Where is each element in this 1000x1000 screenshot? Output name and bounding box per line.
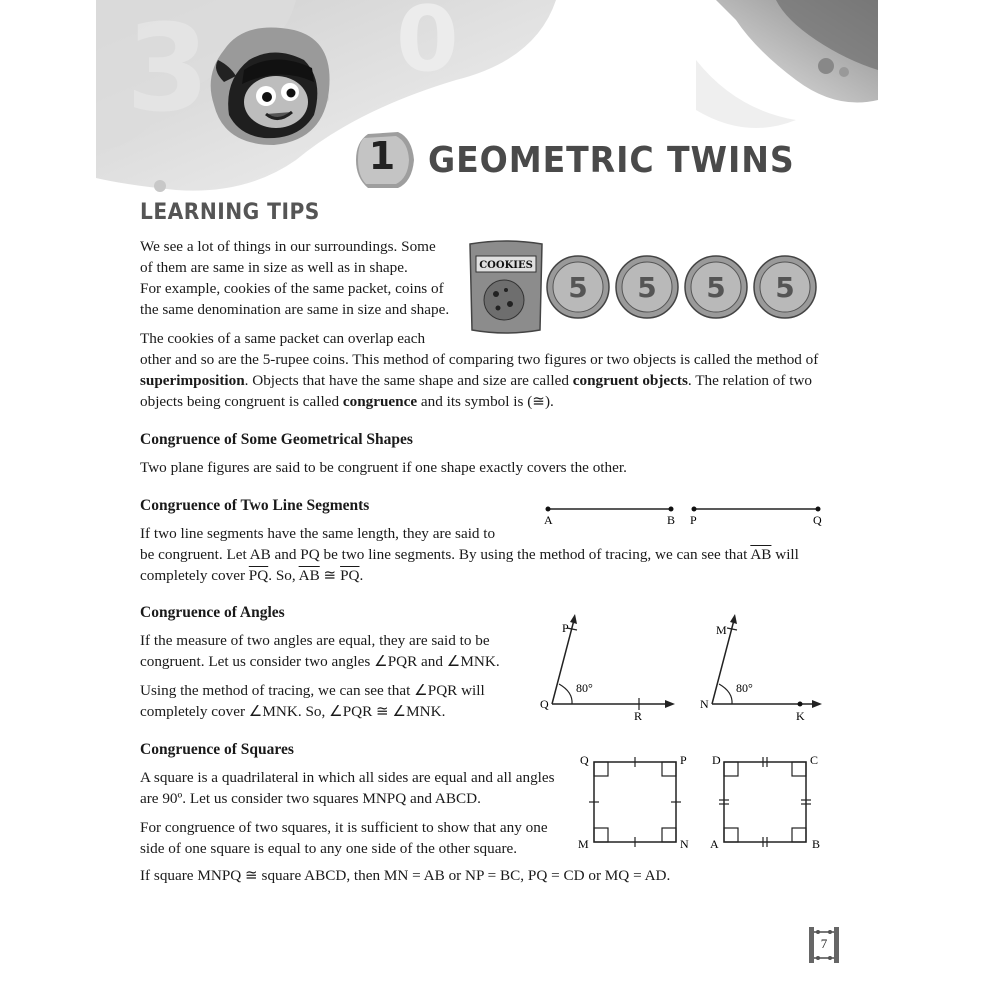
intro-line: We see a lot of things in our surroundings. Some bbox=[140, 238, 436, 255]
angles-line: Using the method of tracing, we can see that ∠PQR will bbox=[140, 682, 485, 699]
svg-text:3: 3 bbox=[126, 0, 210, 139]
page-number-badge bbox=[808, 926, 840, 964]
segments-line: completely cover $\overline{PQ}$. So, $\overline{AB}$ ≅ $\overline{PQ}$. bbox=[140, 567, 364, 584]
learning-tips-heading: LEARNING TIPS bbox=[140, 200, 320, 225]
five-rupee-coins-illustration bbox=[546, 254, 820, 320]
coin-value: 5 bbox=[568, 271, 588, 304]
angles-paragraph-1 bbox=[140, 630, 500, 672]
coin-value: 5 bbox=[637, 271, 657, 304]
intro-line: of them are same in size as well as in shape. bbox=[140, 259, 408, 276]
intro-line: For example, cookies of the same packet, coins of bbox=[140, 280, 444, 297]
shapes-section-heading: Congruence of Some Geometrical Shapes bbox=[140, 431, 413, 448]
chapter-title: GEOMETRIC TWINS bbox=[428, 140, 795, 181]
angle-mnk bbox=[700, 614, 822, 723]
segments-line: If two line segments have the same length, they are said to bbox=[140, 525, 496, 542]
label-p: P bbox=[562, 621, 569, 635]
label-q: Q bbox=[580, 753, 589, 767]
squares-paragraph-1 bbox=[140, 767, 555, 809]
overlap-line: The cookies of a same packet can overlap each bbox=[140, 330, 426, 347]
overlap-line: superimposition. Objects that have the same shape and size are called congruent objects. The relation of two bbox=[140, 372, 813, 389]
square-abcd bbox=[710, 753, 820, 851]
label-m: M bbox=[716, 623, 727, 637]
segments-section-heading: Congruence of Two Line Segments bbox=[140, 497, 370, 514]
squares-line: are 90º. Let us consider two squares MNPQ and ABCD. bbox=[140, 790, 481, 807]
angles-paragraph-2 bbox=[140, 680, 485, 722]
angle-pqr-value: 80° bbox=[576, 681, 593, 695]
squares-conclusion: If square MNPQ ≅ square ABCD, then MN = AB or NP = BC, PQ = CD or MQ = AD. bbox=[140, 867, 671, 884]
angle-mnk-value: 80° bbox=[736, 681, 753, 695]
label-p: P bbox=[690, 513, 697, 527]
label-k: K bbox=[796, 709, 805, 723]
angles-line: completely cover ∠MNK. So, ∠PQR ≅ ∠MNK. bbox=[140, 703, 446, 720]
label-q: Q bbox=[813, 513, 822, 527]
overlap-line: other and so are the 5-rupee coins. This method of comparing two figures or two objects is called the method of bbox=[140, 351, 819, 368]
workbook-page bbox=[96, 0, 878, 1000]
superimposition-paragraph bbox=[140, 328, 840, 412]
angles-line: If the measure of two angles are equal, they are said to be bbox=[140, 632, 490, 649]
coin-value: 5 bbox=[706, 271, 726, 304]
label-n: N bbox=[700, 697, 709, 711]
squares-line: A square is a quadrilateral in which all sides are equal and all angles bbox=[140, 769, 555, 786]
angles-diagram bbox=[532, 612, 832, 724]
cookies-packet-illustration bbox=[466, 238, 546, 336]
label-a: A bbox=[544, 513, 553, 527]
label-r: R bbox=[634, 709, 643, 723]
angles-section-heading: Congruence of Angles bbox=[140, 604, 285, 621]
squares-paragraph-2 bbox=[140, 817, 548, 859]
page-number: 7 bbox=[820, 936, 828, 951]
cookies-label: COOKIES bbox=[479, 260, 533, 271]
coin-value: 5 bbox=[775, 271, 795, 304]
label-a: A bbox=[710, 837, 719, 851]
squares-section-heading: Congruence of Squares bbox=[140, 741, 294, 758]
label-b: B bbox=[812, 837, 821, 851]
label-n: N bbox=[680, 837, 689, 851]
angles-line: congruent. Let us consider two angles ∠PQR and ∠MNK. bbox=[140, 653, 500, 670]
label-m: M bbox=[578, 837, 589, 851]
angle-pqr bbox=[540, 614, 675, 723]
intro-paragraph bbox=[140, 236, 449, 320]
squares-line: For congruence of two squares, it is sufficient to show that any one bbox=[140, 819, 548, 836]
segments-line: be congruent. Let AB and PQ be two line segments. By using the method of tracing, we can see that $\overline{AB}$ will bbox=[140, 546, 799, 563]
ninja-mascot-illustration bbox=[204, 20, 344, 150]
shapes-section-text: Two plane figures are said to be congruent if one shape exactly covers the other. bbox=[140, 459, 627, 476]
squares-line: side of one square is equal to any one side of the other square. bbox=[140, 840, 518, 857]
term-congruent-objects: congruent objects bbox=[572, 372, 688, 389]
term-superimposition: superimposition bbox=[140, 372, 245, 389]
chapter-number: 1 bbox=[368, 134, 396, 178]
svg-text:0: 0 bbox=[396, 0, 459, 92]
label-d: D bbox=[712, 753, 721, 767]
overlap-line: objects being congruent is called congruence and its symbol is (≅). bbox=[140, 393, 554, 410]
label-c: C bbox=[810, 753, 819, 767]
chapter-number-badge bbox=[354, 130, 418, 192]
label-q: Q bbox=[540, 697, 549, 711]
term-congruence: congruence bbox=[342, 393, 418, 410]
segments-paragraph bbox=[140, 523, 840, 586]
label-b: B bbox=[667, 513, 676, 527]
label-p: P bbox=[680, 753, 687, 767]
intro-line: the same denomination are same in size and shape. bbox=[140, 301, 450, 318]
square-mnpq bbox=[578, 753, 689, 851]
squares-diagram bbox=[576, 750, 826, 854]
